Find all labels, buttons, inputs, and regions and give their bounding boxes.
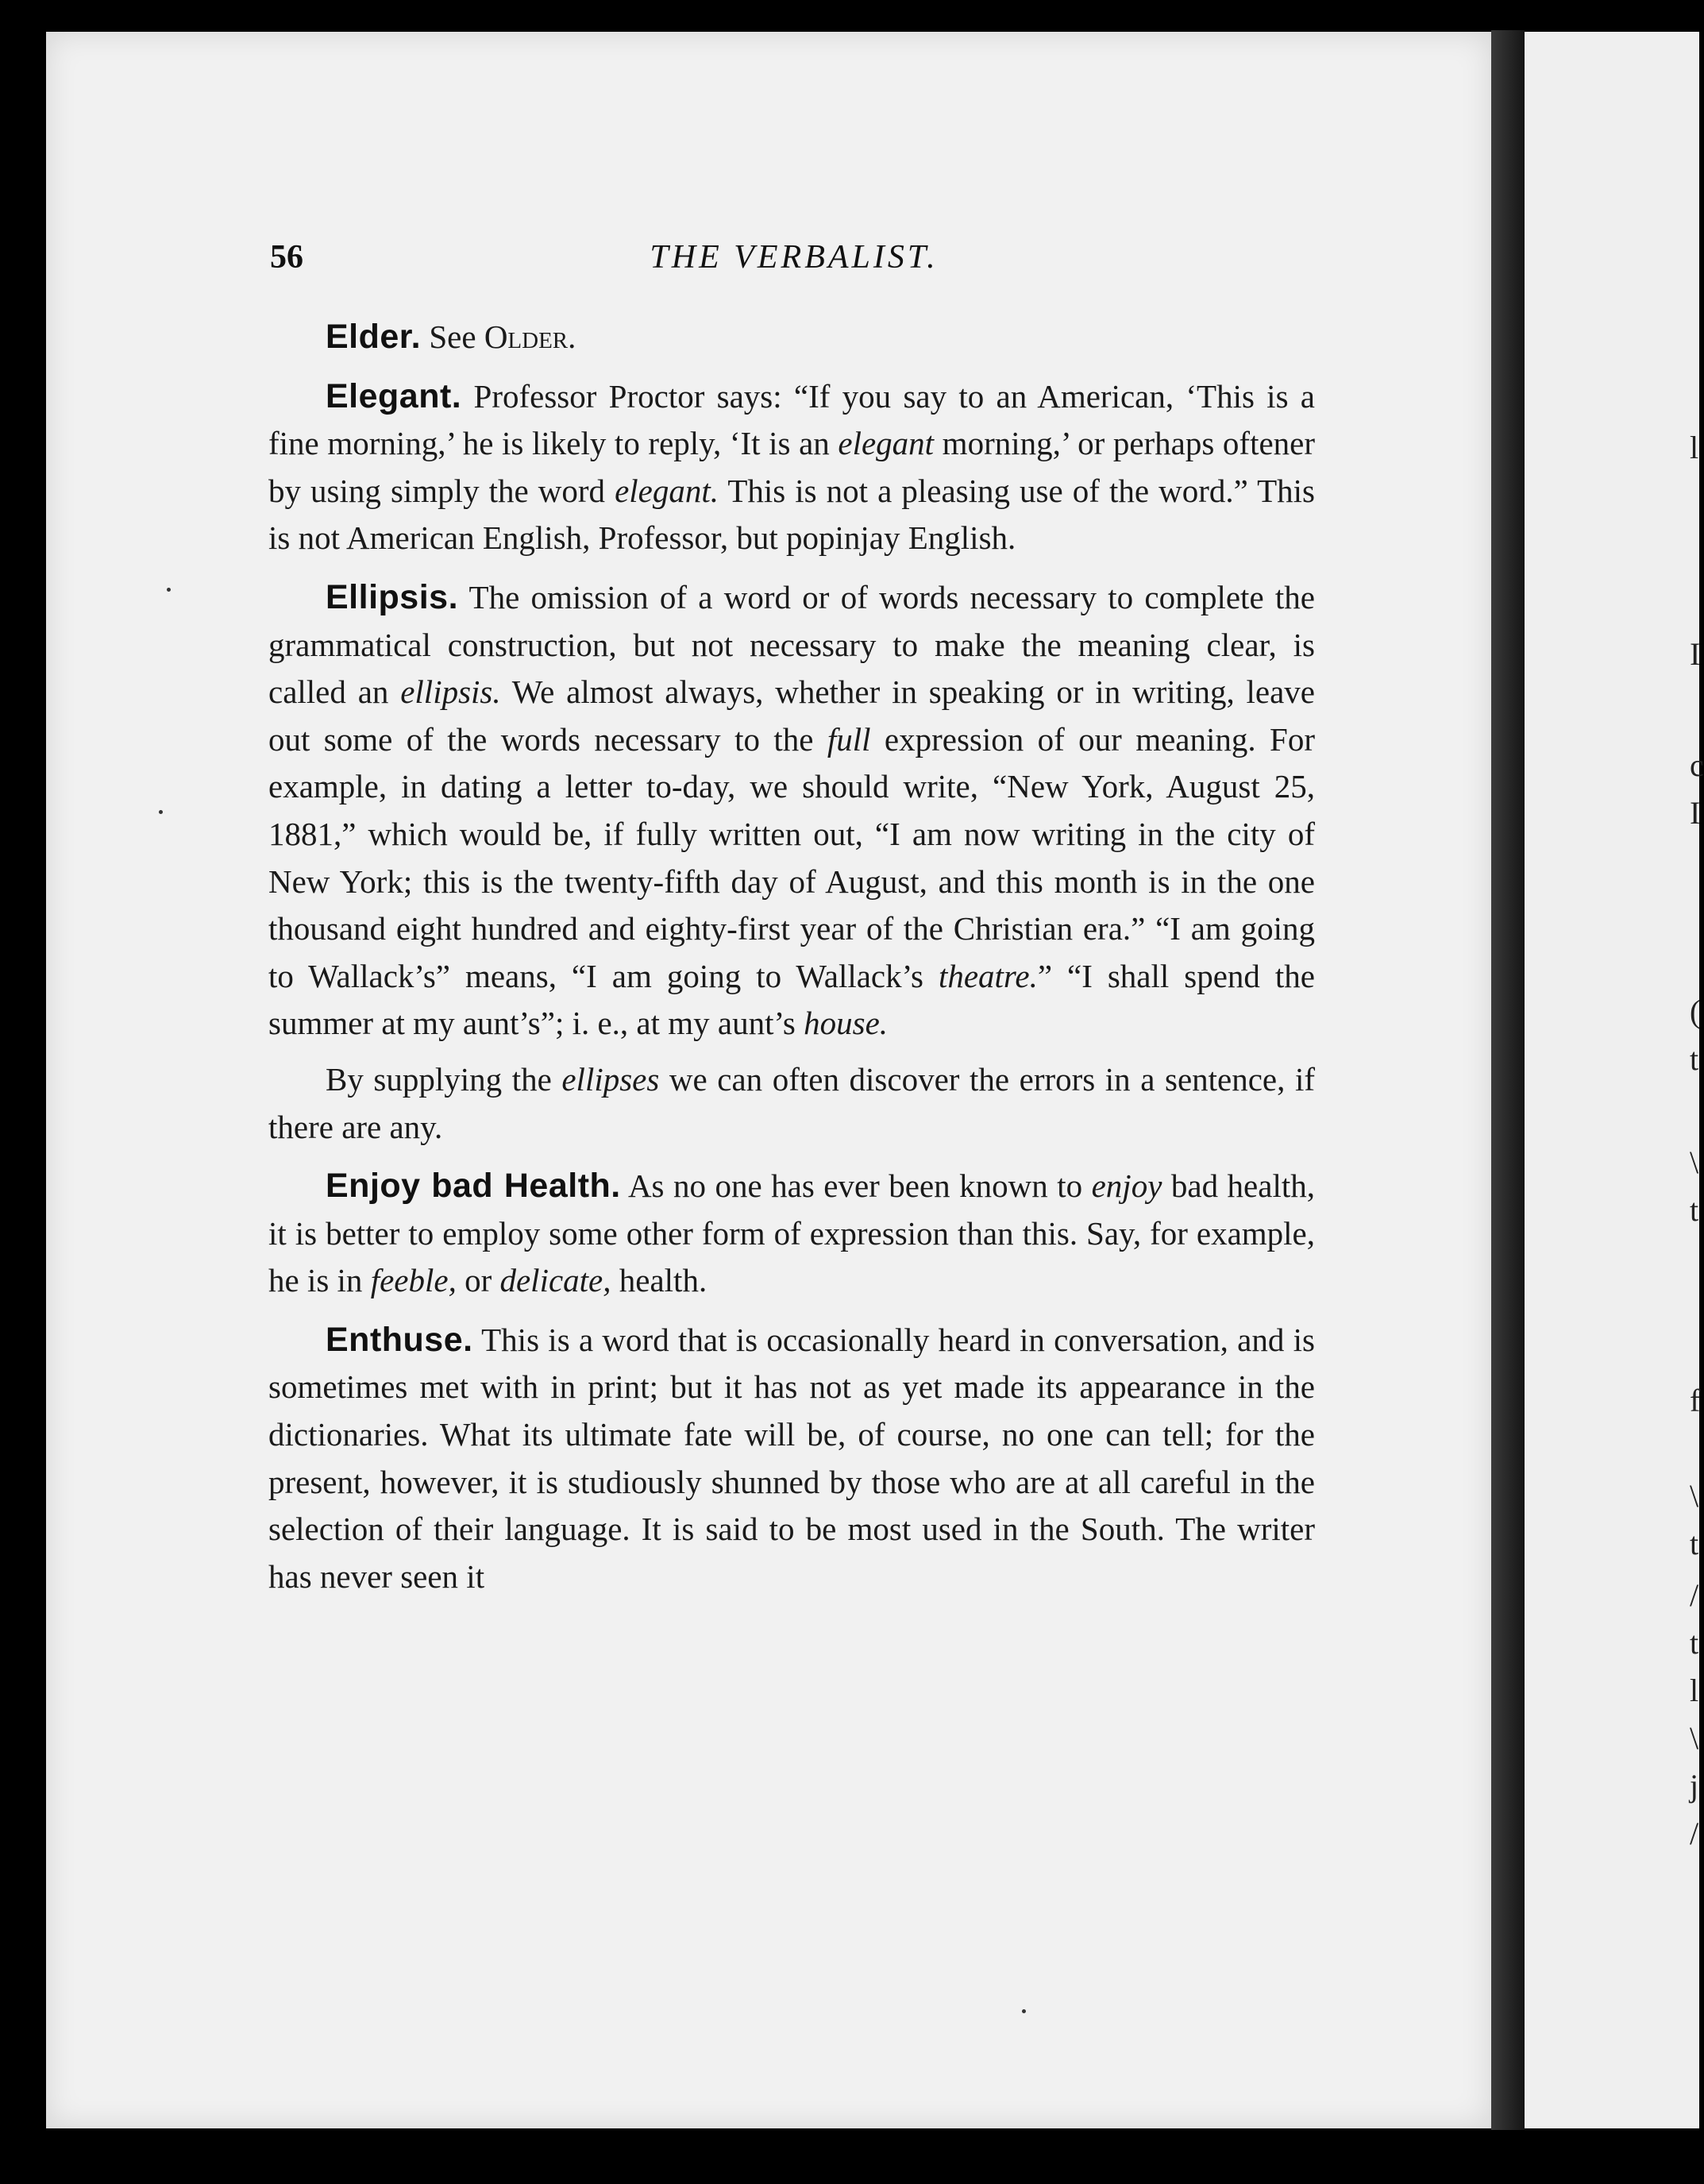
entry-text: bad health, it is better to employ some other form of expression than this. Say, for example, he is in <box>268 1167 1315 1299</box>
page-body <box>268 314 1315 1612</box>
facing-page-char: c <box>1690 747 1704 783</box>
entry-italic: theatre. <box>938 957 1038 994</box>
entry-text: By supplying the <box>326 1060 562 1098</box>
entry-text: expression of our meaning. For example, in dating a letter to-day, we should write, “New York, August 25, 1881,” which would be, if fully written out, “I am now writing in the city of New York; this is the twenty-fifth day of August, and this month is in the one thousand eight hundred and eighty-first year of the Christian era.” “I am going to Wallack’s” means, “I am going to Wallack’s <box>268 720 1315 994</box>
facing-page-char: l <box>1690 1673 1699 1708</box>
facing-page-edge <box>1525 32 1699 2128</box>
page-gutter-shadow <box>1491 30 1525 2130</box>
entry-term: Elder. <box>326 318 422 356</box>
facing-page-char: j <box>1690 1768 1699 1804</box>
entry-text: ” “I shall spend the summer at my aunt’s”; i. e., at my aunt’s <box>268 957 1315 1042</box>
entry-text: Professor Proctor says: “If you say to an American, ‘This is a fine morning,’ he is likely to reply, ‘It is an <box>268 377 1315 462</box>
entry-text: health. <box>611 1262 707 1299</box>
entry-text: As no one has ever been known to <box>620 1167 1092 1205</box>
page-number: 56 <box>270 239 303 276</box>
entry-text: we can often discover the errors in a sentence, if there are any. <box>268 1060 1315 1145</box>
scan-speck <box>159 810 163 814</box>
entry-italic: full <box>827 720 871 758</box>
entry-elder <box>268 314 1315 361</box>
entry-elegant <box>268 373 1315 562</box>
entry-term: Elegant. <box>326 376 462 415</box>
entry-italic: delicate, <box>499 1262 611 1299</box>
entry-ellipsis <box>268 574 1315 1048</box>
facing-page-char: \ <box>1690 1144 1699 1180</box>
facing-page-char: f <box>1690 1383 1701 1418</box>
entry-italic: house. <box>804 1005 889 1042</box>
cross-reference: Older. <box>484 318 576 355</box>
entry-term: Ellipsis. <box>326 577 459 616</box>
entry-term: Enthuse. <box>326 1320 473 1359</box>
entry-italic: ellipsis. <box>400 673 501 711</box>
facing-page-char: / <box>1690 1577 1699 1613</box>
entry-enthuse <box>268 1317 1315 1601</box>
entry-see: See <box>429 318 476 355</box>
entry-text: morning,’ or perhaps oftener by using simply the word <box>268 425 1316 509</box>
entry-italic: elegant. <box>615 472 719 509</box>
facing-page-char: I <box>1690 795 1701 831</box>
entry-text: We almost always, whether in speaking or in writing, leave out some of the words necessary to the <box>268 673 1316 758</box>
entry-ellipsis-continued <box>268 1056 1315 1151</box>
facing-page-char: l <box>1690 430 1699 465</box>
entry-italic: elegant <box>838 425 935 462</box>
entry-text: or <box>456 1262 500 1299</box>
scan-speck <box>167 588 171 592</box>
entry-text: This is a word that is occasionally heard in conversation, and is sometimes met with in print; but it has not as yet made its appearance in the dictionaries. What its ultimate fate will be, of course, no one can tell; for the present, however, it is studiously shunned by those who are at all careful in the selection of their language. It is said to be most used in the South. The writer has never seen it <box>268 1321 1315 1595</box>
facing-page-char: t <box>1690 1192 1699 1228</box>
facing-page-char: t <box>1690 1625 1699 1661</box>
entry-italic: enjoy <box>1091 1167 1162 1205</box>
facing-page-char: t <box>1690 1041 1699 1077</box>
facing-page-char: ( <box>1690 994 1701 1029</box>
entry-term: Enjoy bad Health. <box>326 1167 621 1206</box>
scan-speck <box>1022 2009 1026 2013</box>
facing-page-char: \ <box>1690 1478 1699 1514</box>
running-title: THE VERBALIST. <box>650 239 939 276</box>
facing-page-char: / <box>1690 1815 1699 1851</box>
entry-italic: feeble, <box>370 1262 457 1299</box>
entry-enjoy-bad-health <box>268 1163 1315 1305</box>
facing-page-char: \ <box>1690 1720 1699 1756</box>
page-header <box>270 238 1318 286</box>
entry-text: This is not a pleasing use of the word.” This is not American English, Professor, but popinjay English. <box>268 472 1315 557</box>
entry-text: The omission of a word or of words necessary to complete the grammatical construction, but not necessary to make the meaning clear, is called an <box>268 578 1315 711</box>
entry-italic: ellipses <box>561 1060 660 1098</box>
facing-page-char: t <box>1690 1526 1699 1561</box>
facing-page-char: I <box>1690 636 1701 672</box>
